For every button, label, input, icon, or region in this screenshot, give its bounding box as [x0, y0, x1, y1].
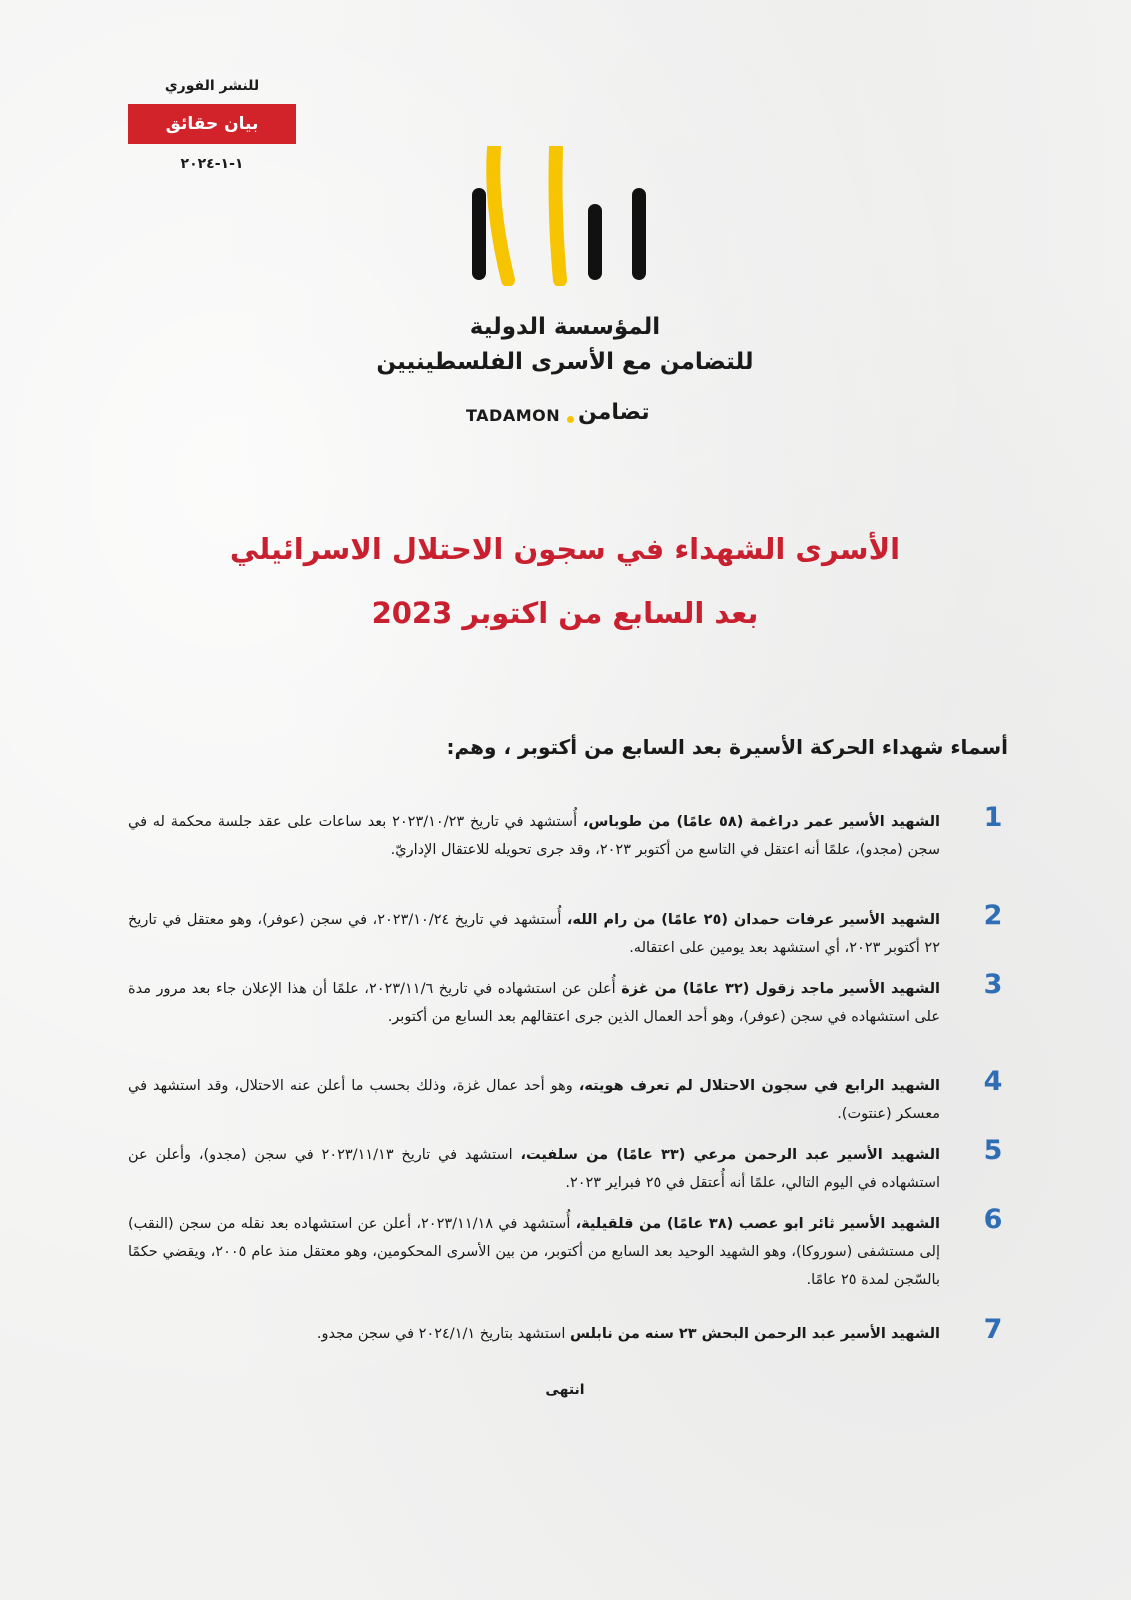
- logo-bar-2: [493, 148, 508, 280]
- logo-bar-3: [556, 148, 561, 280]
- item-body: [128, 808, 940, 864]
- item-number: 6: [983, 1204, 1003, 1235]
- fact-sheet-badge: بيان حقائق: [128, 104, 296, 144]
- list-item: [128, 1314, 1008, 1348]
- item-lead: الشهيد الأسير ماجد زقول (٣٢ عامًا) من غزة: [621, 981, 940, 997]
- title-line2: بعد السابع من اكتوبر 2023: [371, 596, 759, 630]
- document-date: ١-١-٢٠٢٤: [180, 156, 244, 172]
- brand-arabic: تضامن: [578, 400, 650, 425]
- item-number: 7: [983, 1314, 1003, 1345]
- list-item: [128, 1135, 1008, 1197]
- item-lead: الشهيد الأسير عمر دراغمة (٥٨ عامًا) من طوباس،: [582, 814, 940, 830]
- brand-dot-icon: [567, 416, 574, 423]
- item-number: 1: [983, 802, 1003, 833]
- tadamon-logo-icon: [468, 146, 668, 286]
- item-text: استشهد بتاريخ ٢٠٢٤/١/١ في سجن مجدو.: [316, 1326, 570, 1342]
- item-body: [128, 1141, 940, 1197]
- item-body: [128, 1072, 940, 1128]
- list-item: [128, 1204, 1008, 1294]
- title-line1: الأسرى الشهداء في سجون الاحتلال الاسرائيلي: [229, 532, 901, 566]
- item-body: [128, 906, 940, 962]
- document-title: [150, 520, 980, 648]
- logo-bar-1: [472, 188, 486, 280]
- org-name-line1: المؤسسة الدولية: [469, 314, 661, 340]
- item-number: 4: [983, 1066, 1003, 1097]
- publish-label: للنشر الفوري: [164, 78, 260, 94]
- item-body: [128, 1210, 940, 1294]
- item-text: وهو أحد عمال غزة، وذلك بحسب ما أعلن عنه الاحتلال، وقد استشهد في معسكر (عنتوت).: [128, 1078, 940, 1122]
- item-lead: الشهيد الأسير ثائر ابو عصب (٣٨ عامًا) من قلقيلية،: [575, 1216, 940, 1232]
- logo-bar-5: [632, 188, 646, 280]
- organization-name: [330, 310, 800, 380]
- item-text: أُستشهد في ٢٠٢٣/١١/١٨، أعلن عن استشهاده بعد نقله من سجن (النقب) إلى مستشفى (سوروكا)، وهو الشهيد الوحيد بعد السابع من أكتوبر، من بين الأسرى المحكومين، وهو معتقل منذ عام ٢٠٠٥، ويقضي حكمًا بالسّجن لمدة ٢٥ عامًا.: [128, 1216, 941, 1288]
- item-body: [128, 1320, 940, 1348]
- item-text: أُعلن عن استشهاده في تاريخ ٢٠٢٣/١١/٦، علمًا أن هذا الإعلان جاء بعد مرور مدة على استشهاده في سجن (عوفر)، وهو أحد العمال الذين جرى اعتقالهم بعد السابع من أكتوبر.: [128, 981, 940, 1025]
- item-number: 3: [983, 969, 1003, 1000]
- brand-latin: TADAMON: [466, 406, 561, 425]
- item-number: 5: [983, 1135, 1003, 1166]
- item-text: أُستشهد في تاريخ ٢٠٢٣/١٠/٢٣ بعد ساعات على عقد جلسة محكمة له في سجن (مجدو)، علمًا أنه اعتقل في التاسع من أكتوبر ٢٠٢٣، وقد جرى تحويله للاعتقال الإداريّ.: [128, 814, 940, 858]
- item-number: 2: [983, 900, 1003, 931]
- item-lead: الشهيد الأسير عرفات حمدان (٢٥ عامًا) من رام الله،: [566, 912, 940, 928]
- intro-heading: أسماء شهداء الحركة الأسيرة بعد السابع من أكتوبر ، وهم:: [446, 735, 1008, 759]
- ending-text: انتهى: [545, 1382, 585, 1398]
- list-item: [128, 900, 1008, 962]
- item-text: استشهد في تاريخ ٢٠٢٣/١١/١٣ في سجن (مجدو)، وأعلن عن استشهاده في اليوم التالي، علمًا أنه أُعتقل في ٢٥ فبراير ٢٠٢٣.: [128, 1147, 940, 1191]
- list-item: [128, 969, 1008, 1031]
- brand-wordmark: [466, 400, 666, 428]
- item-lead: الشهيد الرابع في سجون الاحتلال لم تعرف هويته،: [578, 1078, 940, 1094]
- list-item: [128, 1066, 1008, 1128]
- logo-bar-4: [588, 204, 602, 280]
- item-lead: الشهيد الأسير عبد الرحمن البحش ٢٣ سنه من نابلس: [570, 1326, 940, 1342]
- item-text: أُستشهد في تاريخ ٢٠٢٣/١٠/٢٤، في سجن (عوفر)، وهو معتقل في تاريخ ٢٢ أكتوبر ٢٠٢٣، أي استشهد بعد يومين على اعتقاله.: [128, 912, 940, 956]
- list-item: [128, 802, 1008, 864]
- item-lead: الشهيد الأسير عبد الرحمن مرعي (٣٣ عامًا) من سلفيت،: [520, 1147, 941, 1163]
- document-meta: [128, 78, 296, 172]
- item-body: [128, 975, 940, 1031]
- org-name-line2: للتضامن مع الأسرى الفلسطينيين: [376, 349, 754, 375]
